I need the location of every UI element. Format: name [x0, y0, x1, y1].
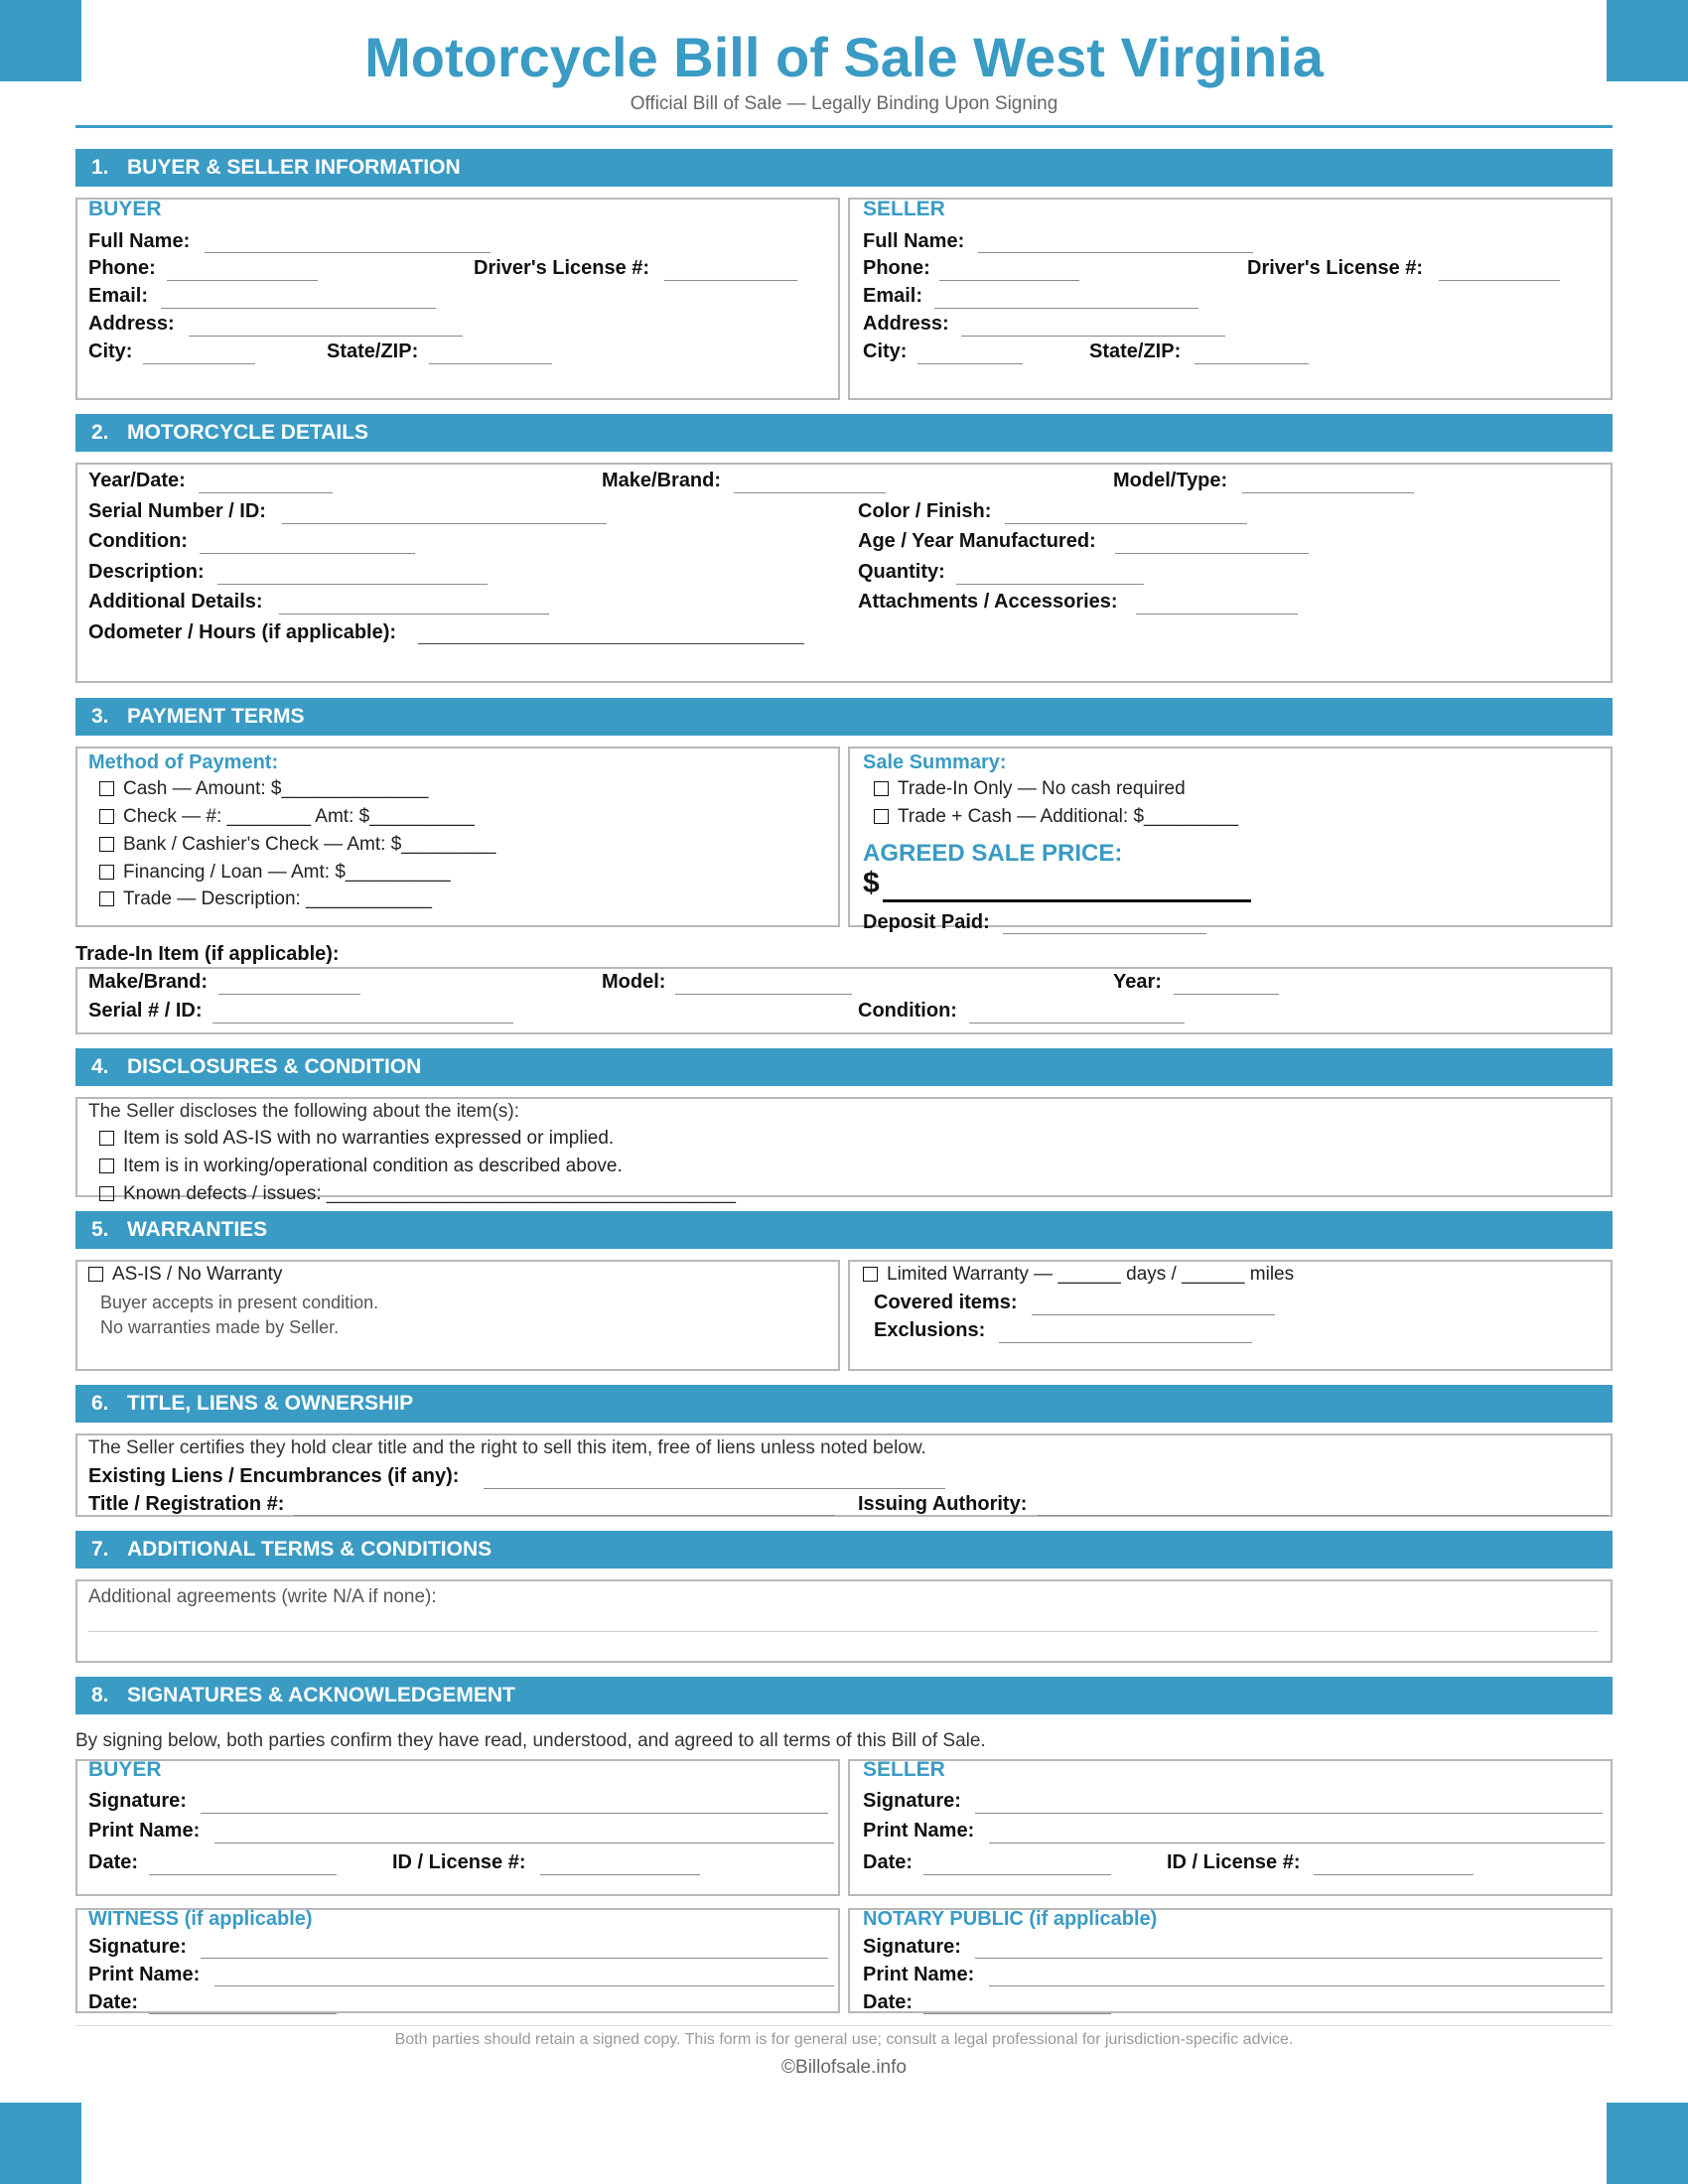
title-registration-field[interactable] [294, 1515, 835, 1516]
agreed-sale-price-field[interactable] [883, 899, 1251, 902]
year-date-label: Year/Date: [88, 470, 186, 491]
trade-in-year-label: Year: [1113, 971, 1162, 993]
trade-in-condition-label: Condition: [858, 1000, 957, 1022]
quantity-field[interactable] [956, 584, 1144, 585]
seller-heading: SELLER [863, 198, 945, 220]
seller-address-label: Address: [863, 313, 949, 335]
seller-signature-heading: SELLER [863, 1758, 945, 1781]
make-brand-label: Make/Brand: [602, 470, 722, 491]
model-type-field[interactable] [1242, 492, 1414, 493]
age-year-manufactured-field[interactable] [1115, 553, 1309, 554]
seller-phone-field[interactable] [939, 280, 1079, 281]
section-header-title-liens: 6. TITLE, LIENS & OWNERSHIP [75, 1385, 1613, 1423]
buyer-email-label: Email: [88, 285, 149, 307]
warranty-option-limited[interactable]: Limited Warranty — ______ days / ______ miles [863, 1262, 1294, 1288]
buyer-address-label: Address: [88, 313, 175, 335]
footer-divider [75, 2025, 1613, 2026]
payment-option-trade[interactable]: Trade — Description: ____________ [99, 887, 432, 912]
buyer-email-field[interactable] [161, 308, 436, 309]
year-date-field[interactable] [199, 492, 333, 493]
seller-id-license-label: ID / License #: [1167, 1851, 1301, 1873]
deposit-paid-label: Deposit Paid: [863, 911, 990, 933]
buyer-info-box [75, 198, 840, 400]
summary-option-trade-cash[interactable]: Trade + Cash — Additional: $_________ [874, 804, 1238, 830]
as-is-note-2: No warranties made by Seller. [100, 1317, 340, 1337]
witness-signature-field[interactable] [201, 1958, 828, 1959]
buyer-signature-heading: BUYER [88, 1758, 162, 1781]
trade-only-checkbox[interactable] [874, 781, 889, 796]
covered-items-label: Covered items: [874, 1292, 1018, 1313]
seller-phone-label: Phone: [863, 257, 930, 279]
existing-liens-label: Existing Liens / Encumbrances (if any): [88, 1465, 460, 1487]
buyer-heading: BUYER [88, 198, 162, 220]
seller-full-name-label: Full Name: [863, 230, 965, 252]
sale-price-dollar-sign: $ [863, 867, 880, 899]
serial-number-field[interactable] [282, 523, 607, 524]
seller-date-label: Date: [863, 1851, 914, 1873]
color-finish-label: Color / Finish: [858, 500, 992, 522]
buyer-signature-label: Signature: [88, 1790, 187, 1812]
trade-in-serial-field[interactable] [212, 1023, 513, 1024]
notary-date-field[interactable] [923, 2013, 1111, 2014]
exclusions-label: Exclusions: [874, 1319, 986, 1341]
payment-option-check[interactable]: Check — #: ________ Amt: $__________ [99, 804, 475, 830]
section-header-motorcycle-details: 2. MOTORCYCLE DETAILS [75, 414, 1613, 452]
witness-heading: WITNESS (if applicable) [88, 1908, 313, 1930]
odometer-field[interactable] [418, 643, 804, 644]
condition-label: Condition: [88, 530, 188, 552]
section-header-payment-terms: 3. PAYMENT TERMS [75, 698, 1613, 736]
section-header-warranties: 5. WARRANTIES [75, 1211, 1613, 1249]
seller-license-label: Driver's License #: [1247, 257, 1424, 279]
buyer-address-field[interactable] [189, 336, 463, 337]
seller-date-field[interactable] [923, 1874, 1111, 1875]
footer-copyright: ©Billofsale.info [781, 2057, 907, 2078]
title-certification-text: The Seller certifies they hold clear title and the right to sell this item, free of liens unless noted below. [88, 1437, 926, 1458]
agreed-sale-price-heading: AGREED SALE PRICE: [863, 840, 1123, 867]
attachments-accessories-label: Attachments / Accessories: [858, 591, 1118, 613]
seller-email-field[interactable] [934, 308, 1198, 309]
notary-signature-field[interactable] [975, 1958, 1603, 1959]
known-defects-checkbox[interactable] [99, 1186, 114, 1201]
limited-warranty-checkbox[interactable] [863, 1267, 878, 1282]
seller-state-zip-label: State/ZIP: [1089, 341, 1182, 362]
payment-option-financing[interactable]: Financing / Loan — Amt: $__________ [99, 860, 451, 886]
trade-in-make-field[interactable] [218, 994, 360, 995]
buyer-date-field[interactable] [149, 1874, 337, 1875]
issuing-authority-field[interactable] [1038, 1515, 1609, 1516]
check-checkbox[interactable] [99, 809, 114, 824]
disclosure-as-is[interactable]: Item is sold AS-IS with no warranties expressed or implied. [99, 1126, 614, 1152]
disclosure-known-defects[interactable]: Known defects / issues: _______________________________________ [99, 1181, 736, 1207]
trade-checkbox[interactable] [99, 891, 114, 906]
seller-city-field[interactable] [917, 363, 1023, 364]
seller-print-name-label: Print Name: [863, 1820, 975, 1842]
buyer-city-field[interactable] [143, 363, 255, 364]
financing-checkbox[interactable] [99, 865, 114, 880]
buyer-state-zip-field[interactable] [429, 363, 552, 364]
seller-state-zip-field[interactable] [1195, 363, 1309, 364]
notary-print-name-field[interactable] [989, 1985, 1605, 1986]
notary-print-name-label: Print Name: [863, 1964, 975, 1985]
trade-in-serial-label: Serial # / ID: [88, 1000, 203, 1022]
witness-print-name-field[interactable] [214, 1985, 834, 1986]
buyer-date-label: Date: [88, 1851, 139, 1873]
witness-date-label: Date: [88, 1991, 139, 2013]
seller-address-field[interactable] [961, 336, 1225, 337]
summary-option-trade-only[interactable]: Trade-In Only — No cash required [874, 776, 1186, 802]
additional-terms-prompt: Additional agreements (write N/A if none): [88, 1586, 437, 1607]
disclosures-intro: The Seller discloses the following about the item(s): [88, 1101, 520, 1122]
trade-in-make-label: Make/Brand: [88, 971, 209, 993]
payment-option-cash[interactable]: Cash — Amount: $______________ [99, 776, 428, 802]
quantity-label: Quantity: [858, 561, 945, 583]
witness-signature-label: Signature: [88, 1936, 187, 1958]
buyer-license-label: Driver's License #: [474, 257, 650, 279]
disclosure-working[interactable]: Item is in working/operational condition as described above. [99, 1154, 623, 1179]
cash-checkbox[interactable] [99, 781, 114, 796]
seller-id-license-field[interactable] [1314, 1874, 1474, 1875]
description-label: Description: [88, 561, 205, 583]
buyer-phone-field[interactable] [167, 280, 318, 281]
buyer-full-name-field[interactable] [205, 252, 491, 253]
payment-option-bank[interactable]: Bank / Cashier's Check — Amt: $_________ [99, 832, 495, 858]
existing-liens-field[interactable] [484, 1488, 945, 1489]
warranty-option-as-is[interactable]: AS-IS / No Warranty [88, 1262, 282, 1288]
trade-in-condition-field[interactable] [969, 1023, 1185, 1024]
buyer-state-zip-label: State/ZIP: [327, 341, 419, 362]
covered-items-field[interactable] [1032, 1314, 1275, 1315]
trade-in-model-field[interactable] [675, 994, 852, 995]
notary-signature-label: Signature: [863, 1936, 961, 1958]
serial-number-label: Serial Number / ID: [88, 500, 266, 522]
odometer-label: Odometer / Hours (if applicable): [88, 621, 397, 643]
trade-cash-checkbox[interactable] [874, 809, 889, 824]
seller-license-field[interactable] [1439, 280, 1560, 281]
no-warranty-checkbox[interactable] [88, 1267, 103, 1282]
section-header-buyer-seller: 1. BUYER & SELLER INFORMATION [75, 149, 1613, 187]
motorcycle-details-box [75, 463, 1613, 683]
footer-note: Both parties should retain a signed copy. This form is for general use; consult a legal professional for jurisdiction-specific advice. [394, 2031, 1294, 2048]
working-condition-checkbox[interactable] [99, 1159, 114, 1173]
model-type-label: Model/Type: [1113, 470, 1228, 491]
buyer-signature-field[interactable] [201, 1813, 828, 1814]
issuing-authority-label: Issuing Authority: [858, 1493, 1028, 1515]
bank-checkbox[interactable] [99, 837, 114, 852]
condition-field[interactable] [200, 553, 415, 554]
additional-terms-field[interactable] [88, 1631, 1599, 1632]
buyer-license-field[interactable] [664, 280, 797, 281]
section-header-disclosures: 4. DISCLOSURES & CONDITION [75, 1048, 1613, 1086]
page-subtitle: Official Bill of Sale — Legally Binding Upon Signing [630, 93, 1058, 114]
page-title: Motorcycle Bill of Sale West Virginia [364, 26, 1324, 88]
make-brand-field[interactable] [734, 492, 886, 493]
age-year-manufactured-label: Age / Year Manufactured: [858, 530, 1096, 552]
section-header-signatures: 8. SIGNATURES & ACKNOWLEDGEMENT [75, 1677, 1613, 1714]
seller-signature-field[interactable] [975, 1813, 1603, 1814]
trade-in-model-label: Model: [602, 971, 666, 993]
exclusions-field[interactable] [999, 1342, 1252, 1343]
buyer-full-name-label: Full Name: [88, 230, 191, 252]
additional-details-label: Additional Details: [88, 591, 263, 613]
seller-full-name-field[interactable] [978, 252, 1253, 253]
trade-in-year-field[interactable] [1174, 994, 1279, 995]
notary-heading: NOTARY PUBLIC (if applicable) [863, 1908, 1158, 1930]
as-is-note-1: Buyer accepts in present condition. [100, 1293, 379, 1312]
seller-email-label: Email: [863, 285, 923, 307]
title-registration-label: Title / Registration #: [88, 1493, 285, 1515]
trade-in-heading: Trade-In Item (if applicable): [75, 943, 340, 965]
trade-in-box [75, 967, 1613, 1034]
description-field[interactable] [217, 584, 488, 585]
buyer-id-license-label: ID / License #: [392, 1851, 526, 1873]
witness-date-field[interactable] [149, 2013, 337, 2014]
signatures-intro: By signing below, both parties confirm they have read, understood, and agreed to all terms of this Bill of Sale. [75, 1730, 986, 1751]
buyer-id-license-field[interactable] [540, 1874, 700, 1875]
notary-date-label: Date: [863, 1991, 914, 2013]
as-is-checkbox[interactable] [99, 1131, 114, 1146]
corner-decoration-bottom-right [1607, 2103, 1688, 2184]
corner-decoration-bottom-left [0, 2103, 81, 2184]
buyer-city-label: City: [88, 341, 133, 362]
sale-summary-heading: Sale Summary: [863, 751, 1007, 773]
buyer-phone-label: Phone: [88, 257, 156, 279]
witness-print-name-label: Print Name: [88, 1964, 201, 1985]
method-of-payment-heading: Method of Payment: [88, 751, 279, 773]
buyer-print-name-label: Print Name: [88, 1820, 201, 1842]
deposit-paid-field[interactable] [1003, 933, 1206, 934]
color-finish-field[interactable] [1005, 523, 1247, 524]
seller-city-label: City: [863, 341, 908, 362]
section-header-additional-terms: 7. ADDITIONAL TERMS & CONDITIONS [75, 1531, 1613, 1569]
header-divider [75, 125, 1613, 128]
seller-signature-label: Signature: [863, 1790, 961, 1812]
